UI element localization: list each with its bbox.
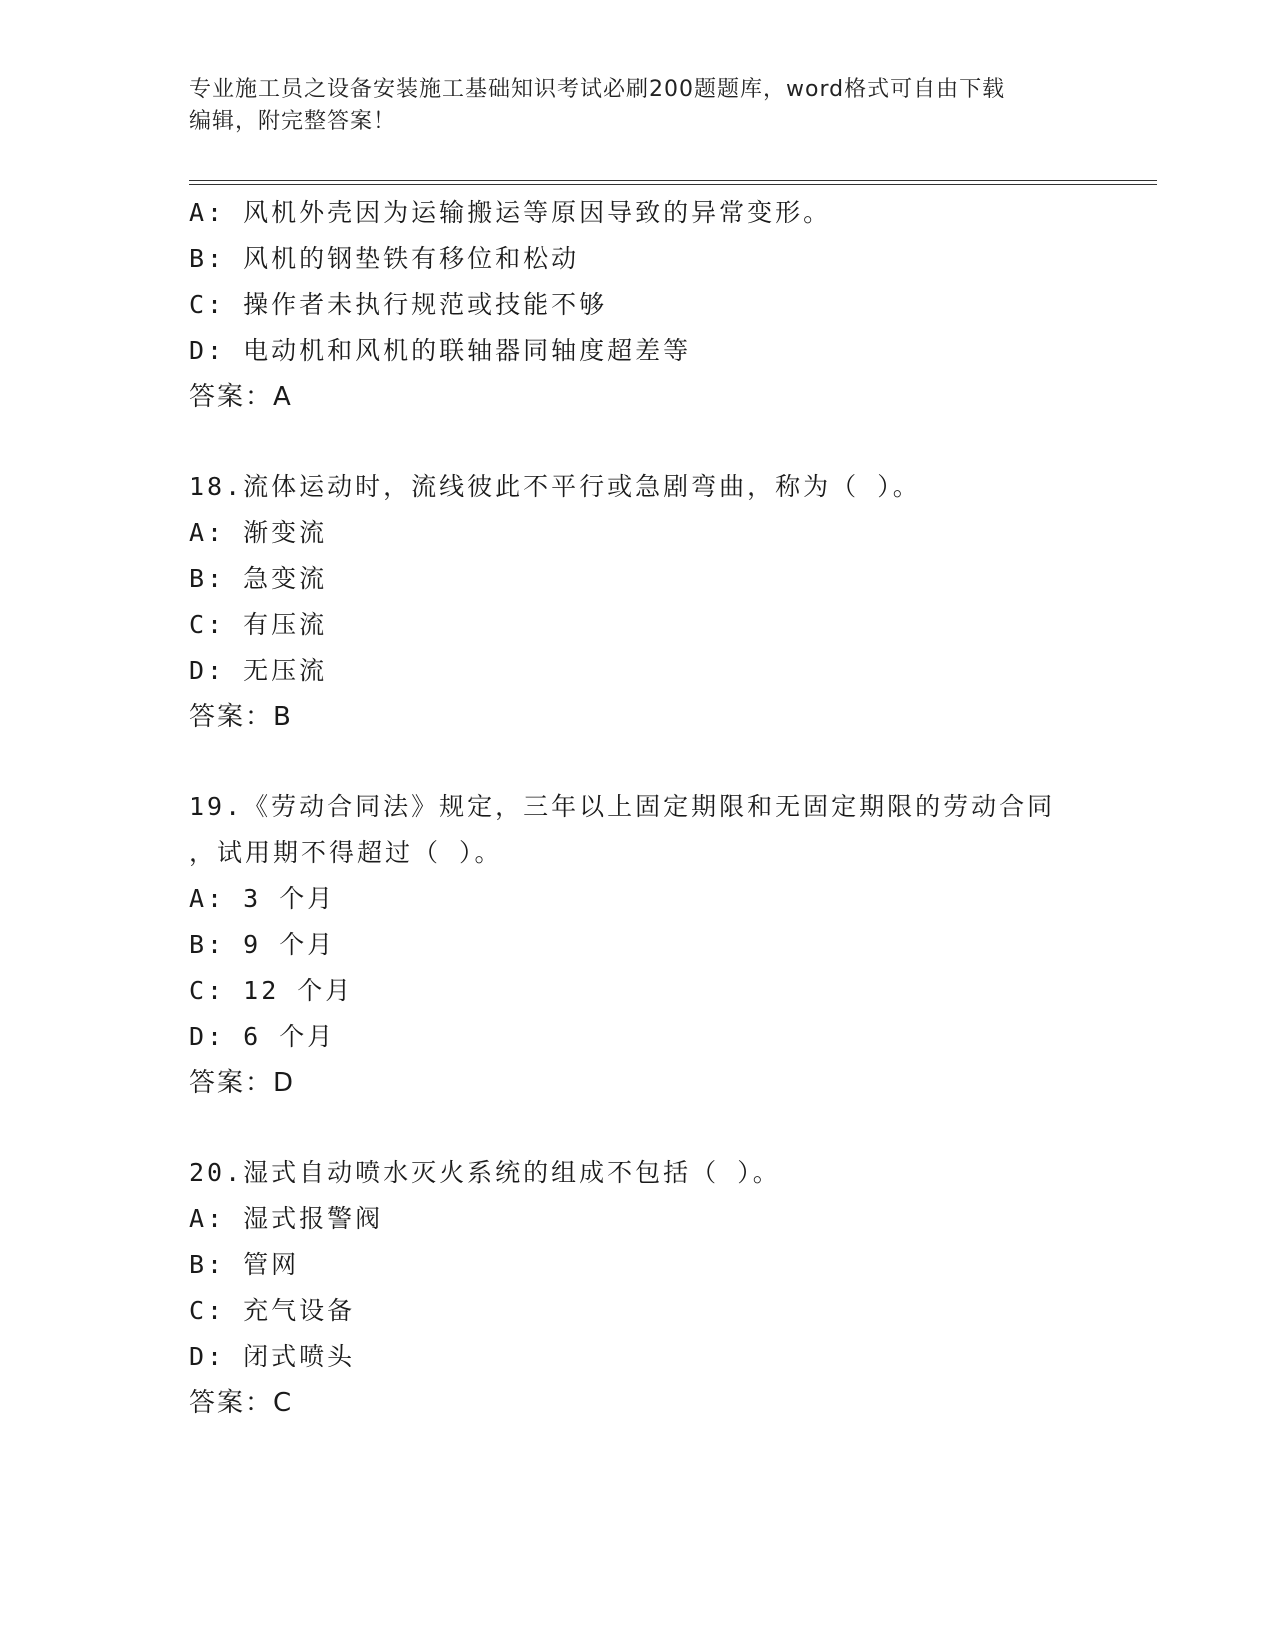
option-a: A: 湿式报警阀 [189, 1204, 384, 1233]
option-a: A: 风机外壳因为运输搬运等原因导致的异常变形。 [189, 198, 832, 227]
option-c: C: 操作者未执行规范或技能不够 [189, 290, 608, 319]
answer: 答案：B [189, 702, 293, 732]
answer: 答案：D [189, 1068, 296, 1098]
option-c: C: 12 个月 [189, 976, 354, 1005]
question-text-line-2: ，试用期不得超过（ ）。 [189, 838, 503, 867]
question-text: 20.湿式自动喷水灭火系统的组成不包括（ ）。 [189, 1158, 781, 1187]
option-b: B: 风机的钢垫铁有移位和松动 [189, 244, 580, 273]
question-18 [189, 464, 1089, 740]
option-a: A: 3 个月 [189, 884, 336, 913]
question-17 [189, 190, 1089, 420]
option-d: D: 6 个月 [189, 1022, 336, 1051]
header-title-line-2: 编辑，附完整答案！ [189, 109, 397, 134]
option-b: B: 9 个月 [189, 930, 336, 959]
question-text-line-1: 19.《劳动合同法》规定，三年以上固定期限和无固定期限的劳动合同 [189, 792, 1056, 821]
option-a: A: 渐变流 [189, 518, 328, 547]
question-list [189, 190, 1089, 1426]
option-c: C: 充气设备 [189, 1296, 356, 1325]
answer: 答案：C [189, 1388, 294, 1418]
question-20 [189, 1150, 1089, 1426]
option-b: B: 急变流 [189, 564, 328, 593]
question-19 [189, 784, 1089, 1106]
header-title-line-1: 专业施工员之设备安装施工基础知识考试必刷200题题库，word格式可自由下载 [189, 77, 1006, 102]
answer: 答案：A [189, 382, 293, 412]
option-c: C: 有压流 [189, 610, 328, 639]
question-spacer [189, 420, 1089, 464]
question-text: 18.流体运动时，流线彼此不平行或急剧弯曲，称为（ ）。 [189, 472, 921, 501]
question-spacer [189, 740, 1089, 784]
header-divider-top [189, 180, 1157, 181]
document-header [189, 74, 1089, 138]
header-divider-bottom [189, 184, 1157, 185]
question-spacer [189, 1106, 1089, 1150]
option-b: B: 管网 [189, 1250, 300, 1279]
option-d: D: 电动机和风机的联轴器同轴度超差等 [189, 336, 692, 365]
option-d: D: 闭式喷头 [189, 1342, 356, 1371]
option-d: D: 无压流 [189, 656, 328, 685]
